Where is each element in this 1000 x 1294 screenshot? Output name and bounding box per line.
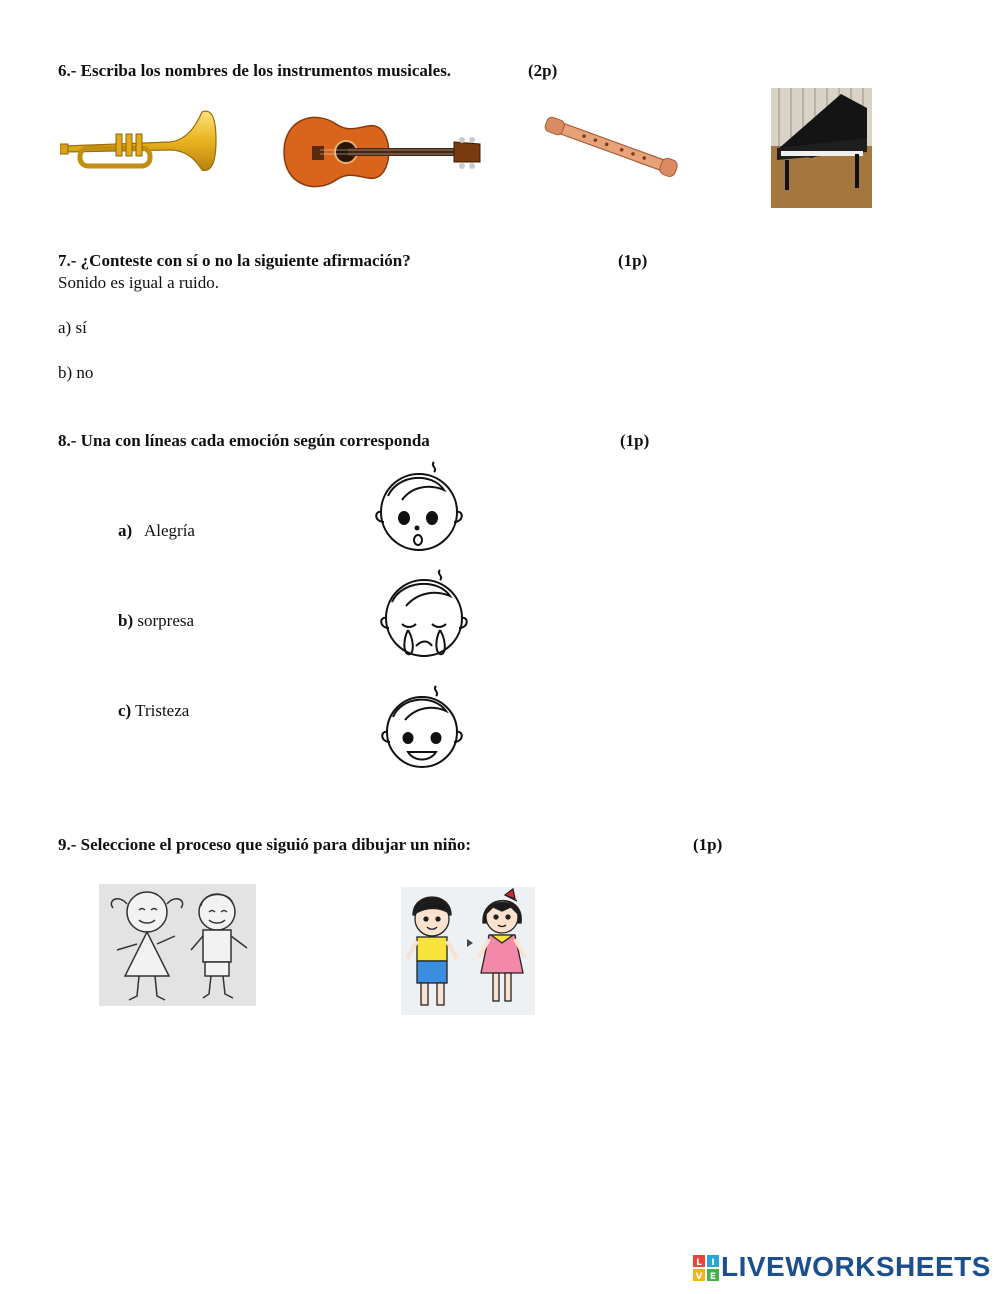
q7-title: 7.- ¿Conteste con sí o no la siguiente afirmación? xyxy=(58,251,411,270)
emotion-label-c: Tristeza xyxy=(135,701,190,720)
liveworksheets-logo xyxy=(693,1255,719,1281)
emotion-item-c[interactable] xyxy=(118,701,189,721)
q7-option-a[interactable]: a) sí xyxy=(58,318,87,337)
emotion-label-b: sorpresa xyxy=(137,611,195,630)
svg-text:V: V xyxy=(695,1272,703,1281)
emotion-item-b[interactable] xyxy=(118,611,194,631)
emotion-letter-c: c) xyxy=(118,701,132,720)
sad-face-image[interactable] xyxy=(376,568,472,666)
q9-title: 9.- Seleccione el proceso que siguió para dibujar un niño: xyxy=(58,835,472,854)
guitar-image xyxy=(276,108,486,196)
q7-option-b[interactable]: b) no xyxy=(58,363,94,382)
q7-points: (1p) xyxy=(618,251,648,270)
q8-title: 8.- Una con líneas cada emoción según corresponda xyxy=(58,431,430,450)
grand-piano-image xyxy=(771,88,872,208)
q6-points: (2p) xyxy=(528,61,558,80)
recorder-flute-image xyxy=(538,116,684,178)
surprised-face-image[interactable] xyxy=(372,460,466,556)
svg-text:E: E xyxy=(709,1272,717,1281)
svg-text:I: I xyxy=(711,1258,715,1268)
emotion-letter-b: b) xyxy=(118,611,134,630)
q8-points: (1p) xyxy=(620,431,650,450)
q7-statement: Sonido es igual a ruido. xyxy=(58,273,220,292)
liveworksheets-logo-letters xyxy=(693,1255,719,1281)
emotion-item-a[interactable] xyxy=(118,521,195,541)
svg-text:L: L xyxy=(696,1258,702,1268)
liveworksheets-brand[interactable]: LIVEWORKSHEETS xyxy=(721,1251,991,1282)
q9-points: (1p) xyxy=(693,835,723,854)
q6-title: 6.- Escriba los nombres de los instrumentos musicales. xyxy=(58,61,452,80)
happy-face-image[interactable] xyxy=(378,684,466,774)
trumpet-image xyxy=(60,104,220,180)
emotion-label-a: Alegría xyxy=(143,521,195,540)
sketch-children-image[interactable] xyxy=(99,884,256,1006)
emotion-letter-a: a) xyxy=(118,521,133,540)
colored-children-image[interactable] xyxy=(401,887,535,1015)
